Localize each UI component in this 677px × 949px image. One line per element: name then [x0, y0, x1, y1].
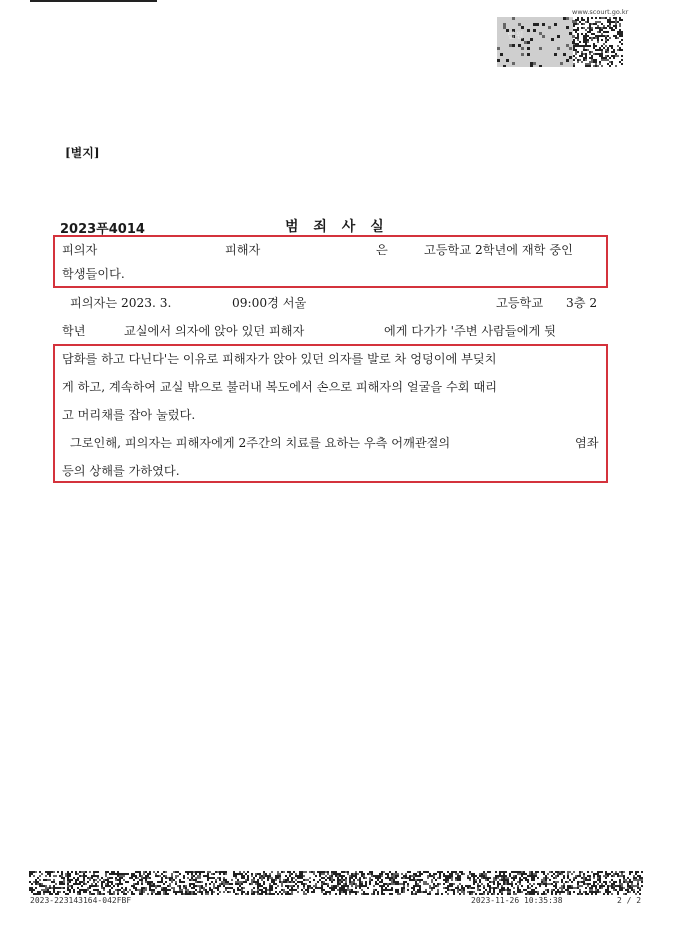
- line8-text: 그로인해, 피의자는 피해자에게 2주간의 치료를 요하는 우측 어깨관절의: [70, 436, 451, 450]
- source-url: www.scourt.go.kr: [572, 8, 629, 16]
- annex-label: [별지]: [65, 146, 100, 160]
- line3-floor: 3층 2: [566, 296, 598, 310]
- line5-text: 담화를 하고 다닌다'는 이유로 피해자가 앉아 있던 의자를 발로 차 엉덩이에 부딪치: [62, 352, 497, 366]
- line9-text: 등의 상해를 가하였다.: [62, 464, 180, 478]
- footer-datetime: 2023-11-26 10:35:38: [471, 896, 563, 905]
- document-title: 범 죄 사 실: [285, 219, 389, 235]
- footer-page-number: 2 / 2: [617, 896, 642, 905]
- footer-document-id: 2023-223143164-042FBF: [30, 896, 132, 905]
- top-rule: [30, 0, 157, 2]
- line1-school-text: 고등학교 2학년에 재학 중인: [424, 243, 573, 257]
- line4-classroom: 교실에서 의자에 앉아 있던 피해자: [124, 324, 305, 338]
- line4-grade: 학년: [62, 324, 86, 338]
- line2-text: 학생들이다.: [62, 267, 125, 281]
- line8-sprain: 염좌: [575, 436, 599, 450]
- line6-text: 게 하고, 계속하여 교실 밖으로 불러내 복도에서 손으로 피해자의 얼굴을 수회 때리: [62, 380, 498, 394]
- line4-approach: 에게 다가가 '주변 사람들에게 뒷: [384, 324, 556, 338]
- line3-time-place: 09:00경 서울: [232, 296, 307, 310]
- line3-school: 고등학교: [496, 296, 544, 310]
- line1-suspect-label: 피의자: [62, 243, 98, 257]
- line1-victim-label: 피해자: [225, 243, 261, 257]
- case-number: 2023푸4014: [60, 222, 145, 237]
- bottom-2d-barcode: [29, 871, 643, 895]
- stamp-watermark: 법원: [507, 31, 525, 40]
- line7-text: 고 머리채를 잡아 눌렀다.: [62, 408, 196, 422]
- line3-date: 피의자는 2023. 3.: [70, 296, 172, 310]
- line1-particle: 은: [376, 243, 388, 257]
- top-2d-barcode: [497, 17, 623, 67]
